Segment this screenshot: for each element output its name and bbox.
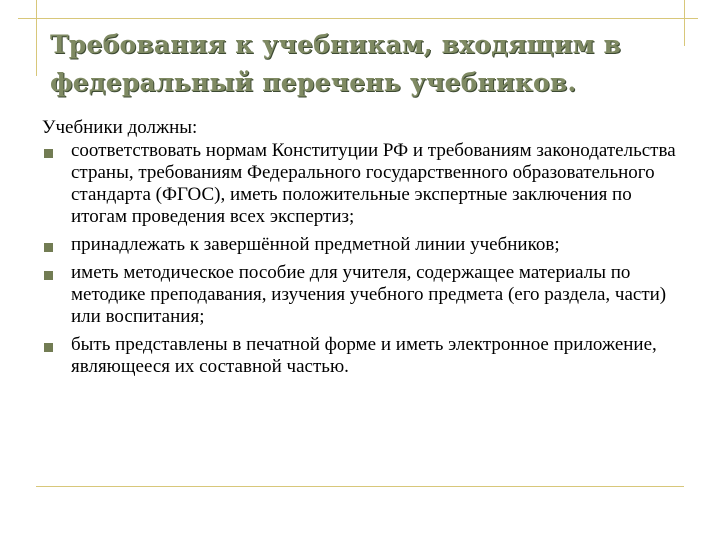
bullet-item <box>42 262 692 328</box>
intro-text: Учебники должны: <box>42 117 198 138</box>
bullet-text: быть представлены в печатной форме и иметь электронное приложение, являющееся их составной частью. <box>71 334 657 377</box>
frame-line-bottom <box>36 486 684 487</box>
square-bullet-icon <box>44 149 53 158</box>
bullet-item <box>42 234 692 256</box>
bullet-item <box>42 334 692 378</box>
frame-line-top <box>18 18 698 19</box>
bullet-text: соответствовать нормам Конституции РФ и требованиям законодательства страны, требованиям Федерального государственного образовательного стандарта (ФГОС), иметь положительные экспертные заключения по итогам проведения всех экспертиз; <box>71 140 676 227</box>
bullet-list <box>42 140 692 384</box>
square-bullet-icon <box>44 271 53 280</box>
bullet-item <box>42 140 692 228</box>
bullet-text: иметь методическое пособие для учителя, содержащее материалы по методике преподавания, изучения учебного предмета (его раздела, части) или воспитания; <box>71 262 667 327</box>
frame-line-left <box>36 0 37 76</box>
slide-title: Требования к учебникам, входящим в федеральный перечень учебников. <box>50 30 622 97</box>
square-bullet-icon <box>44 243 53 252</box>
bullet-text: принадлежать к завершённой предметной линии учебников; <box>71 234 560 255</box>
square-bullet-icon <box>44 343 53 352</box>
